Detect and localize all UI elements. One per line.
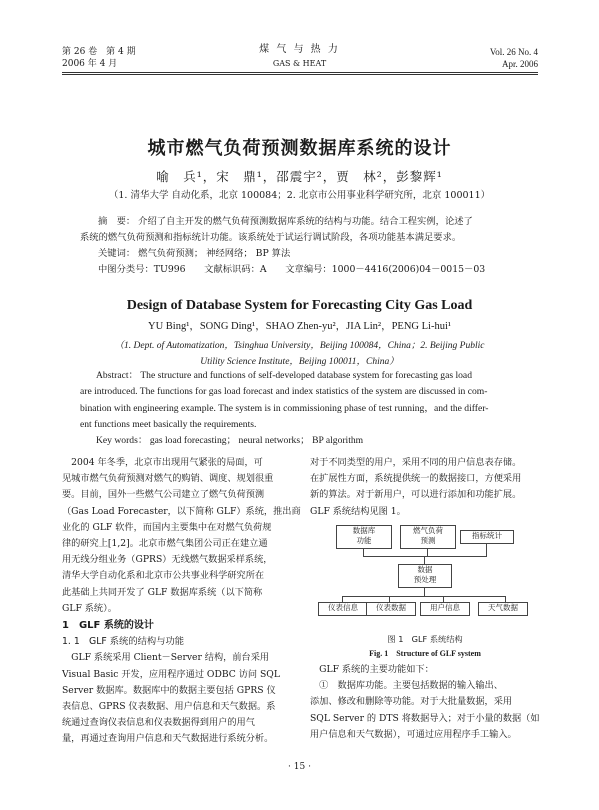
- body-line: 在扩展性方面，系统提供统一的数据接口，方便采用: [310, 473, 522, 485]
- journal-volume-en: Vol. 26 No. 4: [489, 47, 538, 57]
- body-line: 2004 年冬季，北京市出现用气紧张的局面，可: [62, 457, 263, 468]
- body-line: 律的研究上[1,2]。北京市燃气集团公司正在建立通: [62, 538, 268, 550]
- body-line: 量，再通过查询用户信息和天气数据进行系统分析。: [62, 733, 274, 745]
- connector: [342, 596, 506, 597]
- journal-date: 2006 年 4 月: [62, 59, 118, 69]
- box-index-statistics: 指标统计: [460, 530, 514, 544]
- section-heading: 1 GLF 系统的设计: [62, 620, 154, 632]
- body-line: Server 数据库。数据库中的数据主要包括 GPRS 仪: [62, 684, 276, 696]
- connector: [363, 556, 487, 557]
- body-line: 见城市燃气负荷预测对燃气的购销、调度、规划很重: [62, 473, 274, 485]
- header-rule-bottom: [62, 74, 538, 75]
- box-meter-info: 仪表信息: [318, 602, 368, 616]
- journal-volume: 第 26 卷 第 4 期: [62, 47, 136, 57]
- connector: [424, 587, 425, 596]
- right-column-bottom: [310, 662, 540, 743]
- connector: [427, 548, 428, 556]
- connector: [363, 548, 364, 556]
- keywords-cn: 关键词： 燃气负荷预测； 神经网络； BP 算法: [98, 248, 291, 259]
- figure-caption-cn: 图 1 GLF 系统结构: [387, 634, 463, 644]
- paper-title-en: Design of Database System for Forecasting City Gas Load: [126, 298, 473, 313]
- box-meter-data: 仪表数据: [366, 602, 416, 616]
- journal-name-cn: 煤 气 与 热 力: [259, 44, 340, 55]
- body-line: （Gas Load Forecaster，以下简称 GLF）系统，推出商: [62, 505, 301, 517]
- authors-cn: 喻 兵¹，宋 鼎¹，邵震宇²，贾 林²，彭黎辉¹: [156, 169, 443, 184]
- body-line: 表信息、GPRS 仪表数据、用户信息和天气数据。系: [62, 701, 276, 713]
- box-database-function: 数据库 功能: [336, 525, 392, 549]
- body-line: 新的算法。对于新用户，可以进行添加和功能扩展。: [310, 489, 522, 501]
- body-line: SQL Server 的 DTS 将数据导入；对于小量的数据（如: [310, 712, 540, 724]
- abstract-en-line1: Abstract： The structure and functions of self-developed database system for forecasting gas load: [96, 370, 472, 381]
- affiliation-cn: （1. 清华大学 自动化系，北京 100084；2. 北京市公用事业科学研究所，北京 100011）: [108, 190, 491, 201]
- body-line: 业化的 GLF 软件，而国内主要集中在对燃气负荷规: [62, 521, 272, 533]
- classification-cn: 中图分类号：TU996 文献标识码：A 文章编号：1000－4416(2006)04－0015－03: [98, 264, 486, 275]
- body-line: GLF 系统采用 Client－Server 结构，前台采用: [62, 652, 270, 664]
- affiliation-en-line2: Utility Science Institute，Beijing 100011，China）: [200, 357, 399, 367]
- box-data-preprocess: 数据 预处理: [398, 564, 452, 588]
- journal-name-en: GAS & HEAT: [272, 59, 327, 68]
- paper-title: 城市燃气负荷预测数据库系统的设计: [147, 138, 452, 159]
- connector: [424, 556, 425, 564]
- body-line: Visual Basic 开发，应用程序通过 ODBC 访问 SQL: [62, 668, 280, 680]
- body-line: 要。目前，国外一些燃气公司建立了燃气负荷预测: [62, 489, 265, 501]
- body-line: 对于不同类型的用户，采用不同的用户信息表存储。: [310, 457, 522, 468]
- connector: [486, 543, 487, 556]
- body-line: 统通过查询仪表信息和仪表数据得到用户的用气: [62, 717, 255, 729]
- abstract-en: [80, 368, 504, 449]
- body-line: 添加、修改和删除等功能。对于大批量数据，采用: [310, 696, 513, 708]
- figure-caption-en: Fig. 1 Structure of GLF system: [369, 649, 481, 658]
- body-line: 清华大学自动化系和北京市公共事业科学研究所在: [62, 570, 265, 582]
- left-column: [62, 455, 301, 748]
- body-line: 用无线分组业务（GPRS）无线燃气数据采样系统，: [62, 554, 273, 566]
- body-line: GLF 系统）。: [62, 602, 117, 614]
- affiliation-en-line1: （1. Dept. of Automatization，Tsinghua University，Beijing 100084，China；2. Beijing Public: [114, 341, 485, 351]
- abstract-cn-line2: 系统的燃气负荷预测和指标统计功能。该系统处于试运行调试阶段，各项功能基本满足要求。: [80, 232, 462, 243]
- body-line: 此基础上共同开发了 GLF 数据库系统（以下简称: [62, 586, 263, 598]
- subsection-heading: 1. 1 GLF 系统的结构与功能: [62, 636, 185, 648]
- abstract-en-line2: are introduced. The functions for gas load forecast and index statistics of the system are discussed in com-: [80, 386, 488, 398]
- abstract-en-line4: ent functions meet basically the requirements.: [80, 418, 257, 430]
- keywords-en: Key words： gas load forecasting； neural networks； BP algorithm: [96, 435, 364, 447]
- box-gas-load-forecast: 燃气负荷 预测: [400, 525, 456, 549]
- abstract-en-line3: bination with engineering example. The system is in commissioning phase of test running，and the differ-: [80, 402, 489, 414]
- page-number: · 15 ·: [288, 762, 311, 772]
- box-weather-data: 天气数据: [478, 602, 528, 616]
- box-user-info: 用户信息: [420, 602, 470, 616]
- header-rule-top: [62, 72, 538, 73]
- abstract-cn-line1: 摘 要： 介绍了自主开发的燃气负荷预测数据库系统的结构与功能。结合工程实例，论述了: [98, 216, 473, 227]
- body-line: GLF 系统结构见图 1。: [310, 505, 406, 517]
- body-line: GLF 系统的主要功能如下：: [310, 664, 434, 675]
- right-column-top: [310, 455, 540, 520]
- body-line: ① 数据库功能。主要包括数据的输入输出、: [310, 680, 503, 692]
- body-line: 用户信息和天气数据），可通过应用程序手工输入。: [310, 728, 517, 740]
- journal-date-en: Apr. 2006: [502, 59, 538, 69]
- authors-en: YU Bing¹，SONG Ding¹，SHAO Zhen-yu²，JIA Lin²，PENG Li-hui¹: [147, 321, 452, 332]
